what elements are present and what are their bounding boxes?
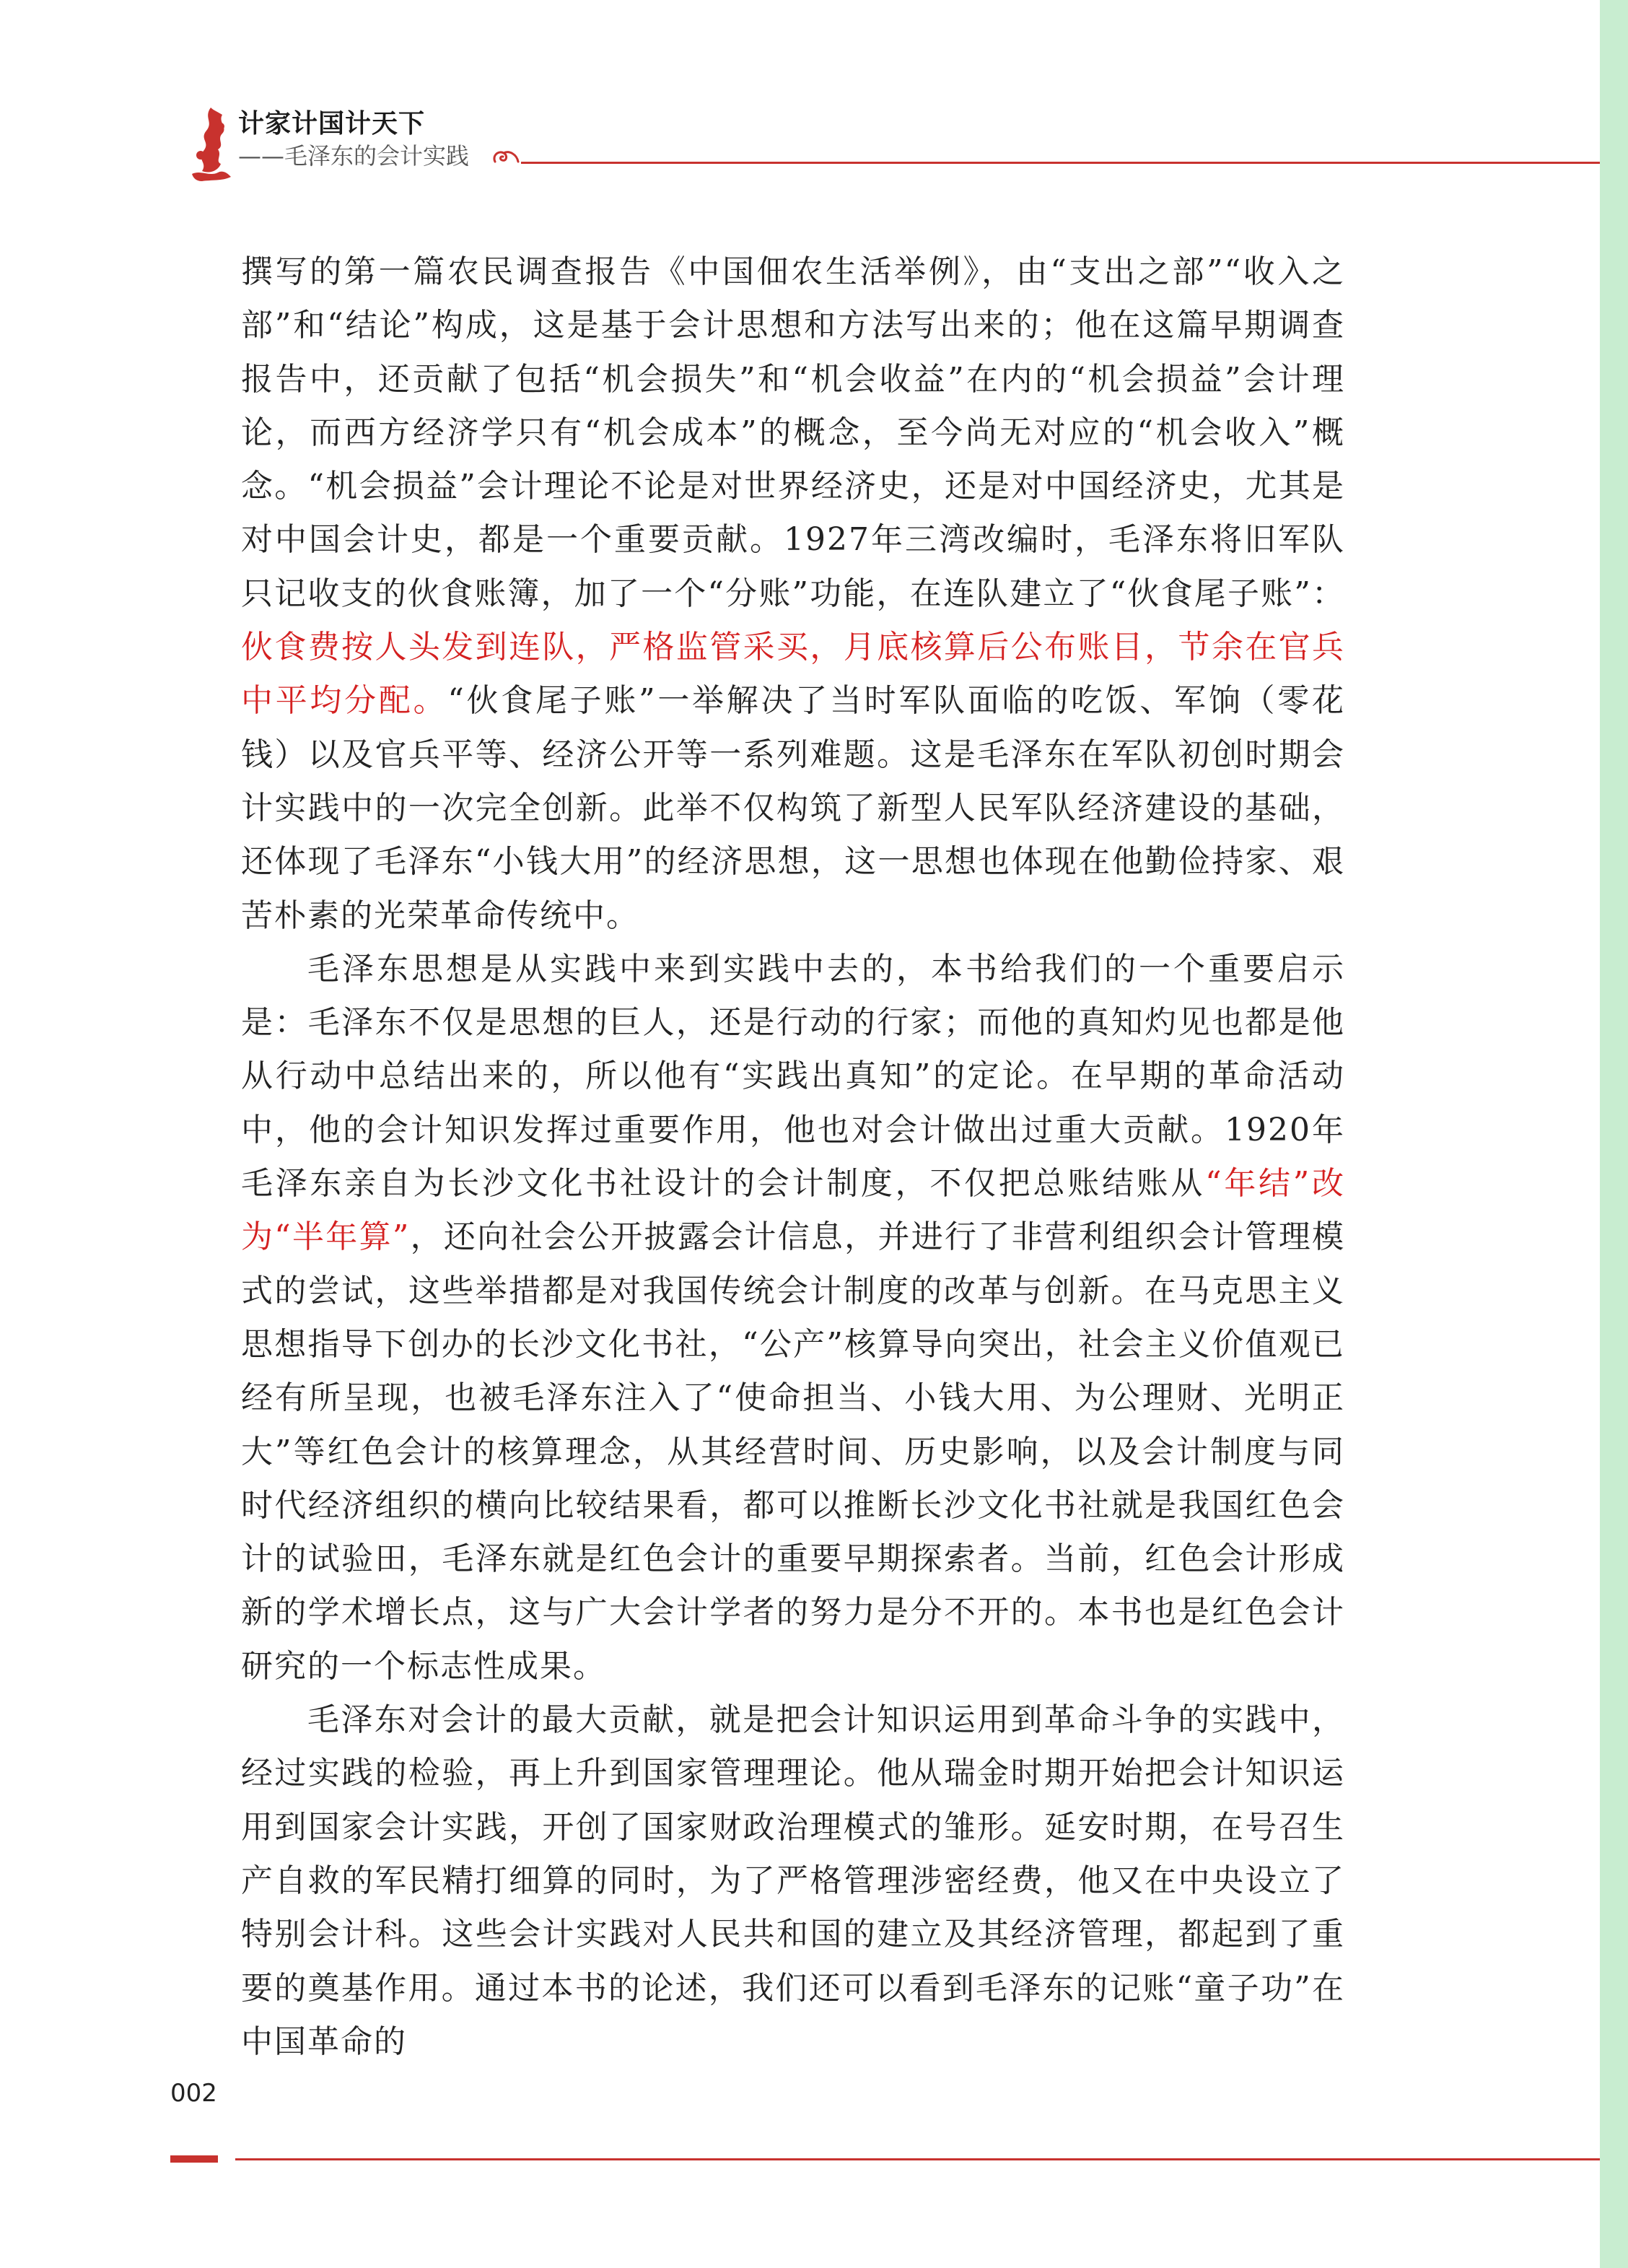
paragraph-1-text-a: 撰写的第一篇农民调查报告《中国佃农生活举例》，由“支出之部”“收入之部”和“结论”构成，这是基于会计思想和方法写出来的；他在这篇早期调查报告中，还贡献了包括“机会损失”和“机会收益”在内的“机会损益”会计理论，而西方经济学只有“机会成本”的概念，至今尚无对应的“机会收入”概念。“机会损益”会计理论不论是对世界经济史，还是对中国经济史，尤其是对中国会计史，都是一个重要贡献。1927年三湾改编时，毛泽东将旧军队只记收支的伙食账簿，加了一个“分账”功能，在连队建立了“伙食尾子账”：	[241, 253, 1345, 612]
paragraph-2	[241, 943, 1345, 1693]
page-number: 002	[170, 2079, 217, 2108]
side-color-bar	[1600, 0, 1628, 2268]
header-rule	[521, 162, 1600, 164]
footer-rule	[235, 2158, 1600, 2160]
paragraph-2-text-a: 毛泽东思想是从实践中来到实践中去的，本书给我们的一个重要启示是：毛泽东不仅是思想的巨人，还是行动的行家；而他的真知灼见也都是他从行动中总结出来的，所以他有“实践出真知”的定论。在早期的革命活动中，他的会计知识发挥过重要作用，他也对会计做出过重大贡献。1920年毛泽东亲自为长沙文化书社设计的会计制度，不仅把总账结账从	[241, 950, 1345, 1203]
red-cloud-ornament-icon	[189, 105, 232, 184]
body-text	[241, 245, 1345, 2069]
paragraph-2-text-b: ，还向社会公开披露会计信息，并进行了非营利组织会计管理模式的尝试，这些举措都是对我国传统会计制度的改革与创新。在马克思主义思想指导下创办的长沙文化书社，“公产”核算导向突出，社会主义价值观已经有所呈现，也被毛泽东注入了“使命担当、小钱大用、为公理财、光明正大”等红色会计的核算理念，从其经营时间、历史影响，以及会计制度与同时代经济组织的横向比较结果看，都可以推断长沙文化书社就是我国红色会计的试验田，毛泽东就是红色会计的重要早期探索者。当前，红色会计形成新的学术增长点，这与广大会计学者的努力是分不开的。本书也是红色会计研究的一个标志性成果。	[241, 1218, 1345, 1685]
paragraph-2-highlight: “年结”改为“半年算”	[241, 1165, 1345, 1256]
paragraph-1	[241, 245, 1345, 943]
paragraph-1-text-b: “伙食尾子账”一举解决了当时军队面临的吃饭、军饷（零花钱）以及官兵平等、经济公开等一系列难题。这是毛泽东在军队初创时期会计实践中的一次完全创新。此举不仅构筑了新型人民军队经济建设的基础，还体现了毛泽东“小钱大用”的经济思想，这一思想也体现在他勤俭持家、艰苦朴素的光荣革命传统中。	[241, 682, 1345, 934]
paragraph-1-highlight: 伙食费按人头发到连队，严格监管采买，月底核算后公布账目，节余在官兵中平均分配。	[241, 629, 1345, 720]
red-swirl-icon	[491, 147, 520, 169]
header-subtitle: ——毛泽东的会计实践	[238, 142, 470, 170]
header-title: 计家计国计天下	[238, 109, 426, 139]
footer-red-block	[170, 2155, 218, 2163]
paragraph-3: 毛泽东对会计的最大贡献，就是把会计知识运用到革命斗争的实践中，经过实践的检验，再上升到国家管理理论。他从瑞金时期开始把会计知识运用到国家会计实践，开创了国家财政治理模式的雏形。延安时期，在号召生产自救的军民精打细算的同时，为了严格管理涉密经费，他又在中央设立了特别会计科。这些会计实践对人民共和国的建立及其经济管理，都起到了重要的奠基作用。通过本书的论述，我们还可以看到毛泽东的记账“童子功”在中国革命的	[241, 1701, 1345, 2060]
